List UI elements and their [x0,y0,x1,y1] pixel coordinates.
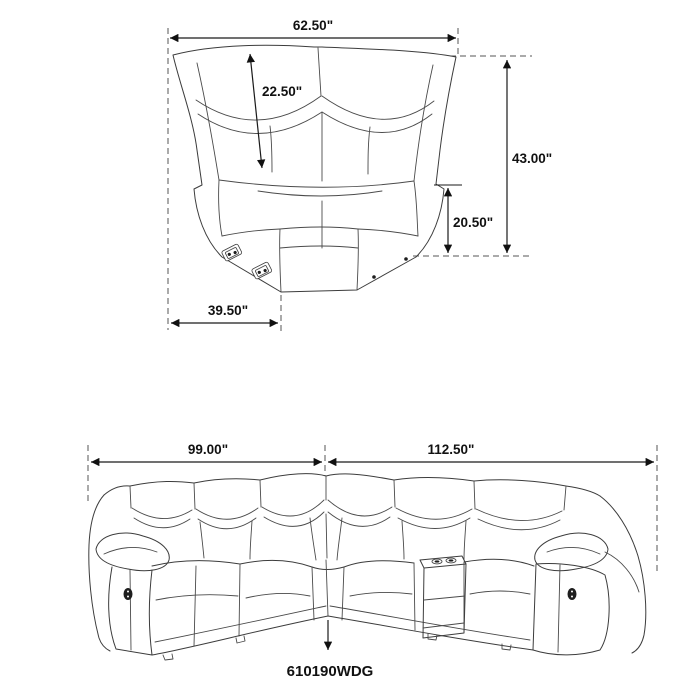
corner-wedge-drawing [173,45,456,292]
dim-label-seat-back-height: 20.50" [453,215,494,230]
power-recline-button [124,588,133,600]
power-recline-button [568,588,577,600]
console-cupholders [420,556,466,638]
sectional-drawing [89,474,646,660]
dim-arrow-back-height [250,54,262,168]
connector-dot [372,275,376,279]
sofa-feet [163,634,511,660]
wedge-dimensions [170,18,552,323]
sectional-dimensions [91,442,654,462]
wedge-extension-lines [168,28,532,332]
right-arm [533,533,639,655]
sku-label: 610190WDG [286,663,374,680]
connector-dot [404,257,408,261]
dim-label-base-width: 39.50" [207,303,249,318]
dim-label-overall-height: 43.00" [512,151,553,166]
connector-bracket [251,262,272,280]
dim-label-back-height: 22.50" [262,84,303,99]
dim-label-top-width: 62.50" [292,18,334,33]
sectional-diagram [88,442,657,680]
corner-wedge-diagram [168,18,552,332]
dim-label-left-width: 99.00" [187,442,229,457]
dim-label-right-width: 112.50" [427,442,475,457]
left-arm [96,533,169,655]
sectional-extension-lines [88,445,657,572]
